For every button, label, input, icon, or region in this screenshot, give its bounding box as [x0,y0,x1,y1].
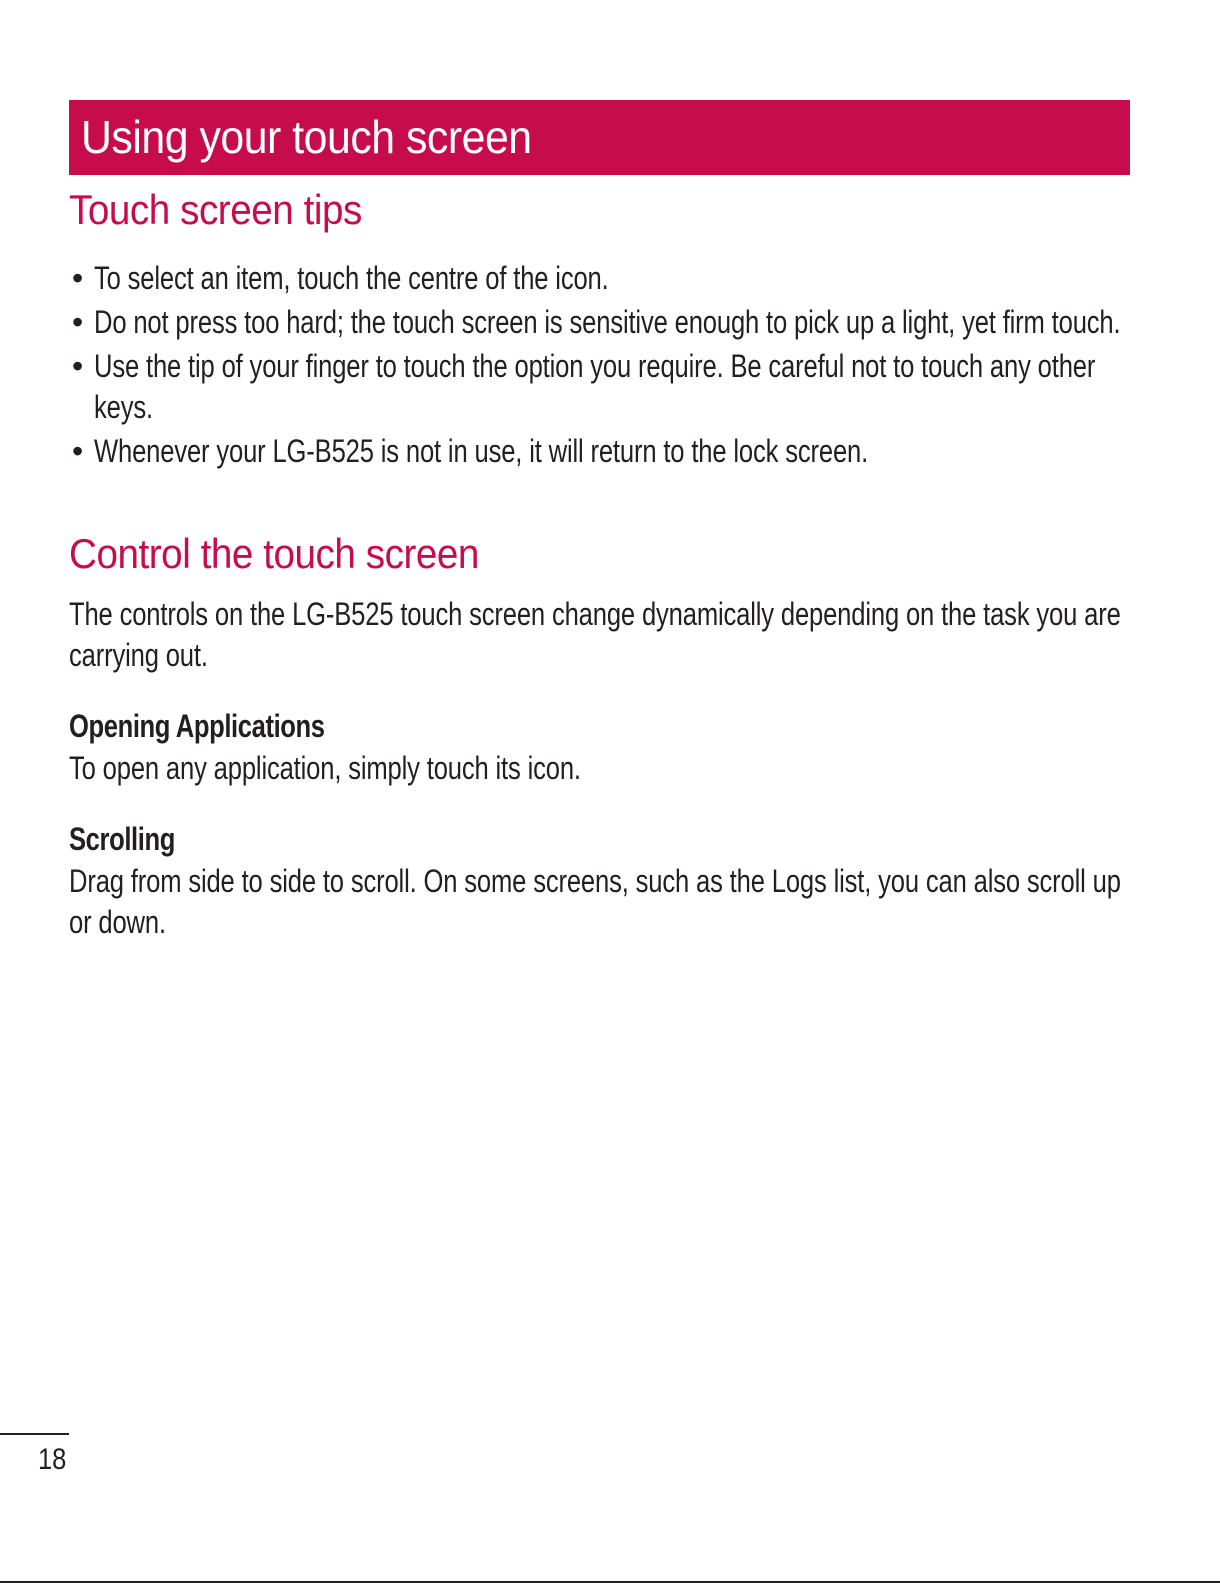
list-item [69,431,1130,472]
tip-text: Do not press too hard; the touch screen is sensitive enough to pick up a light, yet firm touch. [94,304,1121,340]
control-heading: Control the touch screen [69,530,479,577]
bullet-icon: • [72,304,84,340]
subsection-heading-text: Opening Applications [69,708,325,744]
tips-list [69,258,1130,472]
tip-text: Use the tip of your finger to touch the option you require. Be careful not to touch any other keys. [94,348,1096,425]
section-title: Using your touch screen [81,111,532,163]
page-number: 18 [38,1443,67,1476]
subsection-heading-text: Scrolling [69,821,175,857]
list-item [69,346,1130,428]
footer-rule [0,1433,69,1435]
subsection-text-scrolling [69,861,1130,943]
section-title-bar [69,100,1130,175]
tip-text: Whenever your LG-B525 is not in use, it will return to the lock screen. [94,433,869,469]
control-intro [69,594,1130,676]
subsection-body-text: Drag from side to side to scroll. On some screens, such as the Logs list, you can also scroll up or down. [69,863,1121,940]
bullet-icon: • [72,433,84,469]
subsection-body-text: To open any application, simply touch its icon. [69,750,581,786]
tips-heading: Touch screen tips [69,186,362,233]
control-intro-text: The controls on the LG-B525 touch screen change dynamically depending on the task you are carrying out. [69,596,1121,673]
subsection-heading-opening-applications [69,704,1130,748]
subsection-text-opening-applications [69,748,1130,789]
list-item [69,302,1130,343]
tip-text: To select an item, touch the centre of the icon. [94,260,609,296]
page-content [69,180,1130,943]
bullet-icon: • [72,260,84,296]
subsection-heading-scrolling [69,817,1130,861]
bullet-icon: • [72,348,84,384]
list-item [69,258,1130,299]
